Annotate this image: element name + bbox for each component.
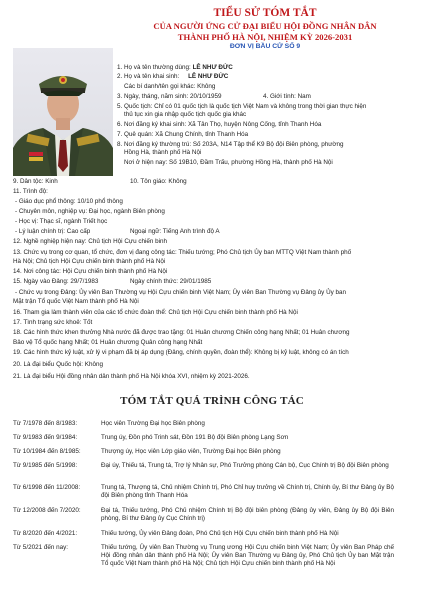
career-date: Từ 10/1984 đến 8/1985: [13, 448, 81, 455]
info-health: 17. Tình trạng sức khoẻ: Tốt [13, 319, 93, 326]
electoral-unit: ĐƠN VỊ BẦU CỬ SỐ 9 [229, 43, 301, 50]
info-common-name: 1. Họ và tên thường dùng: LÊ NHƯ ĐỨC [117, 64, 233, 71]
career-date: Từ 5/2021 đến nay: [13, 544, 68, 551]
info-workplace: 14. Nơi công tác: Hội Cựu chiến binh thành phố Hà Nội [13, 268, 168, 275]
info-party-position: - Chức vụ trong Đảng: Ủy viên Ban Thường vụ Hội Cựu chiến binh Việt Nam; Ủy viên Ban Thường vụ Đảng ủy Ủy ban [15, 289, 347, 296]
info-political-theory: - Lý luận chính trị: Cao cấp [15, 228, 91, 235]
info-aliases: Các bí danh/tên gọi khác: Không [124, 83, 216, 90]
candidate-portrait [13, 48, 113, 176]
info-birth-date: 3. Ngày, tháng, năm sinh: 20/10/1959 [117, 93, 222, 100]
info-religion: 10. Tôn giáo: Không [130, 178, 187, 185]
info-gender: 4. Giới tính: Nam [263, 93, 311, 100]
career-description: Trung úy, Đồn phó Trinh sát, Đồn 191 Bộ đội Biên phòng Lạng Sơn [101, 434, 289, 441]
info-national-assembly: 20. Là đại biểu Quốc hội: Không [13, 361, 103, 368]
info-degree: - Học vị: Thạc sĩ, ngành Triết học [15, 218, 108, 225]
career-description: Thiếu tướng, Ủy viên Đảng đoàn, Phó Chủ tịch Hội Cựu chiến binh thành phố Hà Nội [101, 530, 339, 537]
info-discipline: 19. Các hình thức kỷ luật, xử lý vi phạm đã bị áp dụng (Đảng, chính quyền, đoàn thể): Không bị kỷ luật, không có án tích [13, 349, 349, 356]
document-title: TIỂU SỬ TÓM TẮT [213, 7, 317, 19]
document-term: THÀNH PHỐ HÀ NỘI, NHIỆM KỲ 2026-2031 [177, 32, 353, 42]
info-party-official-date: Ngày chính thức: 29/01/1985 [130, 278, 212, 285]
career-date: Từ 9/1983 đến 9/1984: [13, 434, 78, 441]
info-party-position-cont: Mặt trận Tổ quốc Việt Nam thành phố Hà Nội [13, 298, 139, 305]
info-awards-cont: Bảo vệ Tổ quốc hạng Nhất; 01 Huân chương Quân công hạng Nhất [13, 339, 203, 346]
info-permanent-address-cont: Hồng Hà, thành phố Hà Nội [124, 149, 202, 156]
info-position: 13. Chức vụ trong cơ quan, tổ chức, đơn vị đang công tác: Thiếu tướng; Phó Chủ tịch Ủy ban MTTQ Việt Nam thành phố [13, 249, 352, 256]
info-general-education: - Giáo dục phổ thông: 10/10 phổ thông [15, 198, 123, 205]
info-foreign-language: Ngoại ngữ: Tiếng Anh trình độ A [130, 228, 220, 235]
info-birth-registration: 6. Nơi đăng ký khai sinh: Xã Tân Thọ, huyện Nông Cống, tỉnh Thanh Hóa [117, 121, 322, 128]
career-description: Thượng úy, Học viên Lớp giáo viên, Trường Đại học Biên phòng [101, 448, 281, 455]
info-party-join-date: 15. Ngày vào Đảng: 29/7/1983 [13, 278, 99, 285]
info-nationality-cont: thủ tục xin gia nhập quốc tịch quốc gia khác [124, 111, 247, 118]
career-description: Trung tá, Thượng tá, Chủ nhiệm Chính trị, Phó Chỉ huy trưởng về Chính trị, Chính ủy, Bí thư Đảng ủy Bộ đội Biên phòng tỉnh Thanh Hóa [101, 484, 394, 499]
document-subtitle: CỦA NGƯỜI ỨNG CỬ ĐẠI BIỂU HỘI ĐỒNG NHÂN DÂN [153, 21, 377, 31]
career-date: Từ 9/1985 đến 5/1998: [13, 462, 78, 469]
career-date: Từ 6/1998 đến 11/2008: [13, 484, 81, 491]
career-description: Học viên Trường Đại học Biên phòng [101, 420, 205, 427]
career-description: Thiếu tướng, Ủy viên Ban Thường vụ Trung ương Hội Cựu chiến binh Việt Nam; Ủy viên Ban Pháp chế Hội đồng nhân dân thành phố Hà Nội; Ủy viên Ban Thường vụ Đảng ủy, Phó Chủ tịch Ủy ban Mặt trận Tổ quốc Việt Nam thành phố Hà Nội; Chủ tịch Hội Cựu chiến binh thành phố Hà Nội [101, 544, 394, 567]
info-education-heading: 11. Trình độ: [13, 188, 48, 195]
career-description: Đại tá, Thiếu tướng, Phó Chủ nhiệm Chính trị Bộ đội biên phòng (Đảng ủy viên, Đảng ủy Bộ đội Biên phòng, Bí thư Đảng ủy Cục Chính trị) [101, 507, 394, 522]
info-city-council: 21. Là đại biểu Hội đồng nhân dân thành phố Hà Nội khóa XVI, nhiệm kỳ 2021-2026. [13, 373, 250, 380]
info-organizations: 16. Tham gia làm thành viên của các tổ chức đoàn thể: Chủ tịch Hội Cựu chiến binh thành phố Hà Nội [13, 309, 298, 316]
info-position-cont: Hà Nội; Chủ tịch Hội Cựu chiến binh thành phố Hà Nội [13, 258, 166, 265]
career-heading: TÓM TẮT QUÁ TRÌNH CÔNG TÁC [120, 395, 304, 407]
info-awards: 18. Các hình thức khen thưởng Nhà nước đã được trao tặng: 01 Huân chương Chiến công hạng Nhất; 01 Huân chương [13, 329, 350, 336]
info-specialty: - Chuyên môn, nghiệp vụ: Đại học, ngành Biên phòng [15, 208, 165, 215]
info-permanent-address: 8. Nơi đăng ký thường trú: Số 203A, N14 Tập thể K9 Bộ đội Biên phòng, phường [117, 141, 344, 148]
career-description: Đại úy, Thiếu tá, Trung tá, Trợ lý Nhân sự, Phó Trưởng phòng Cán bộ, Cục Chính trị Bộ đội Biên phòng [101, 462, 389, 469]
career-date: Từ 12/2008 đến 7/2020: [13, 507, 81, 514]
info-ethnicity: 9. Dân tộc: Kinh [13, 178, 58, 185]
info-occupation: 12. Nghề nghiệp hiện nay: Chủ tịch Hội Cựu chiến binh [13, 238, 168, 245]
info-current-residence: Nơi ở hiện nay: Số 19B10, Đầm Trấu, phường Hồng Hà, thành phố Hà Nội [124, 159, 333, 166]
info-nationality: 5. Quốc tịch: Chỉ có 01 quốc tịch là quốc tịch Việt Nam và không trong thời gian thực hiện [117, 103, 367, 110]
info-hometown: 7. Quê quán: Xã Chung Chính, tỉnh Thanh Hóa [117, 131, 249, 138]
career-date: Từ 8/2020 đến 4/2021: [13, 530, 78, 537]
career-date: Từ 7/1978 đến 8/1983: [13, 420, 78, 427]
info-birth-name: 2. Họ và tên khai sinh: LÊ NHƯ ĐỨC [117, 73, 229, 80]
